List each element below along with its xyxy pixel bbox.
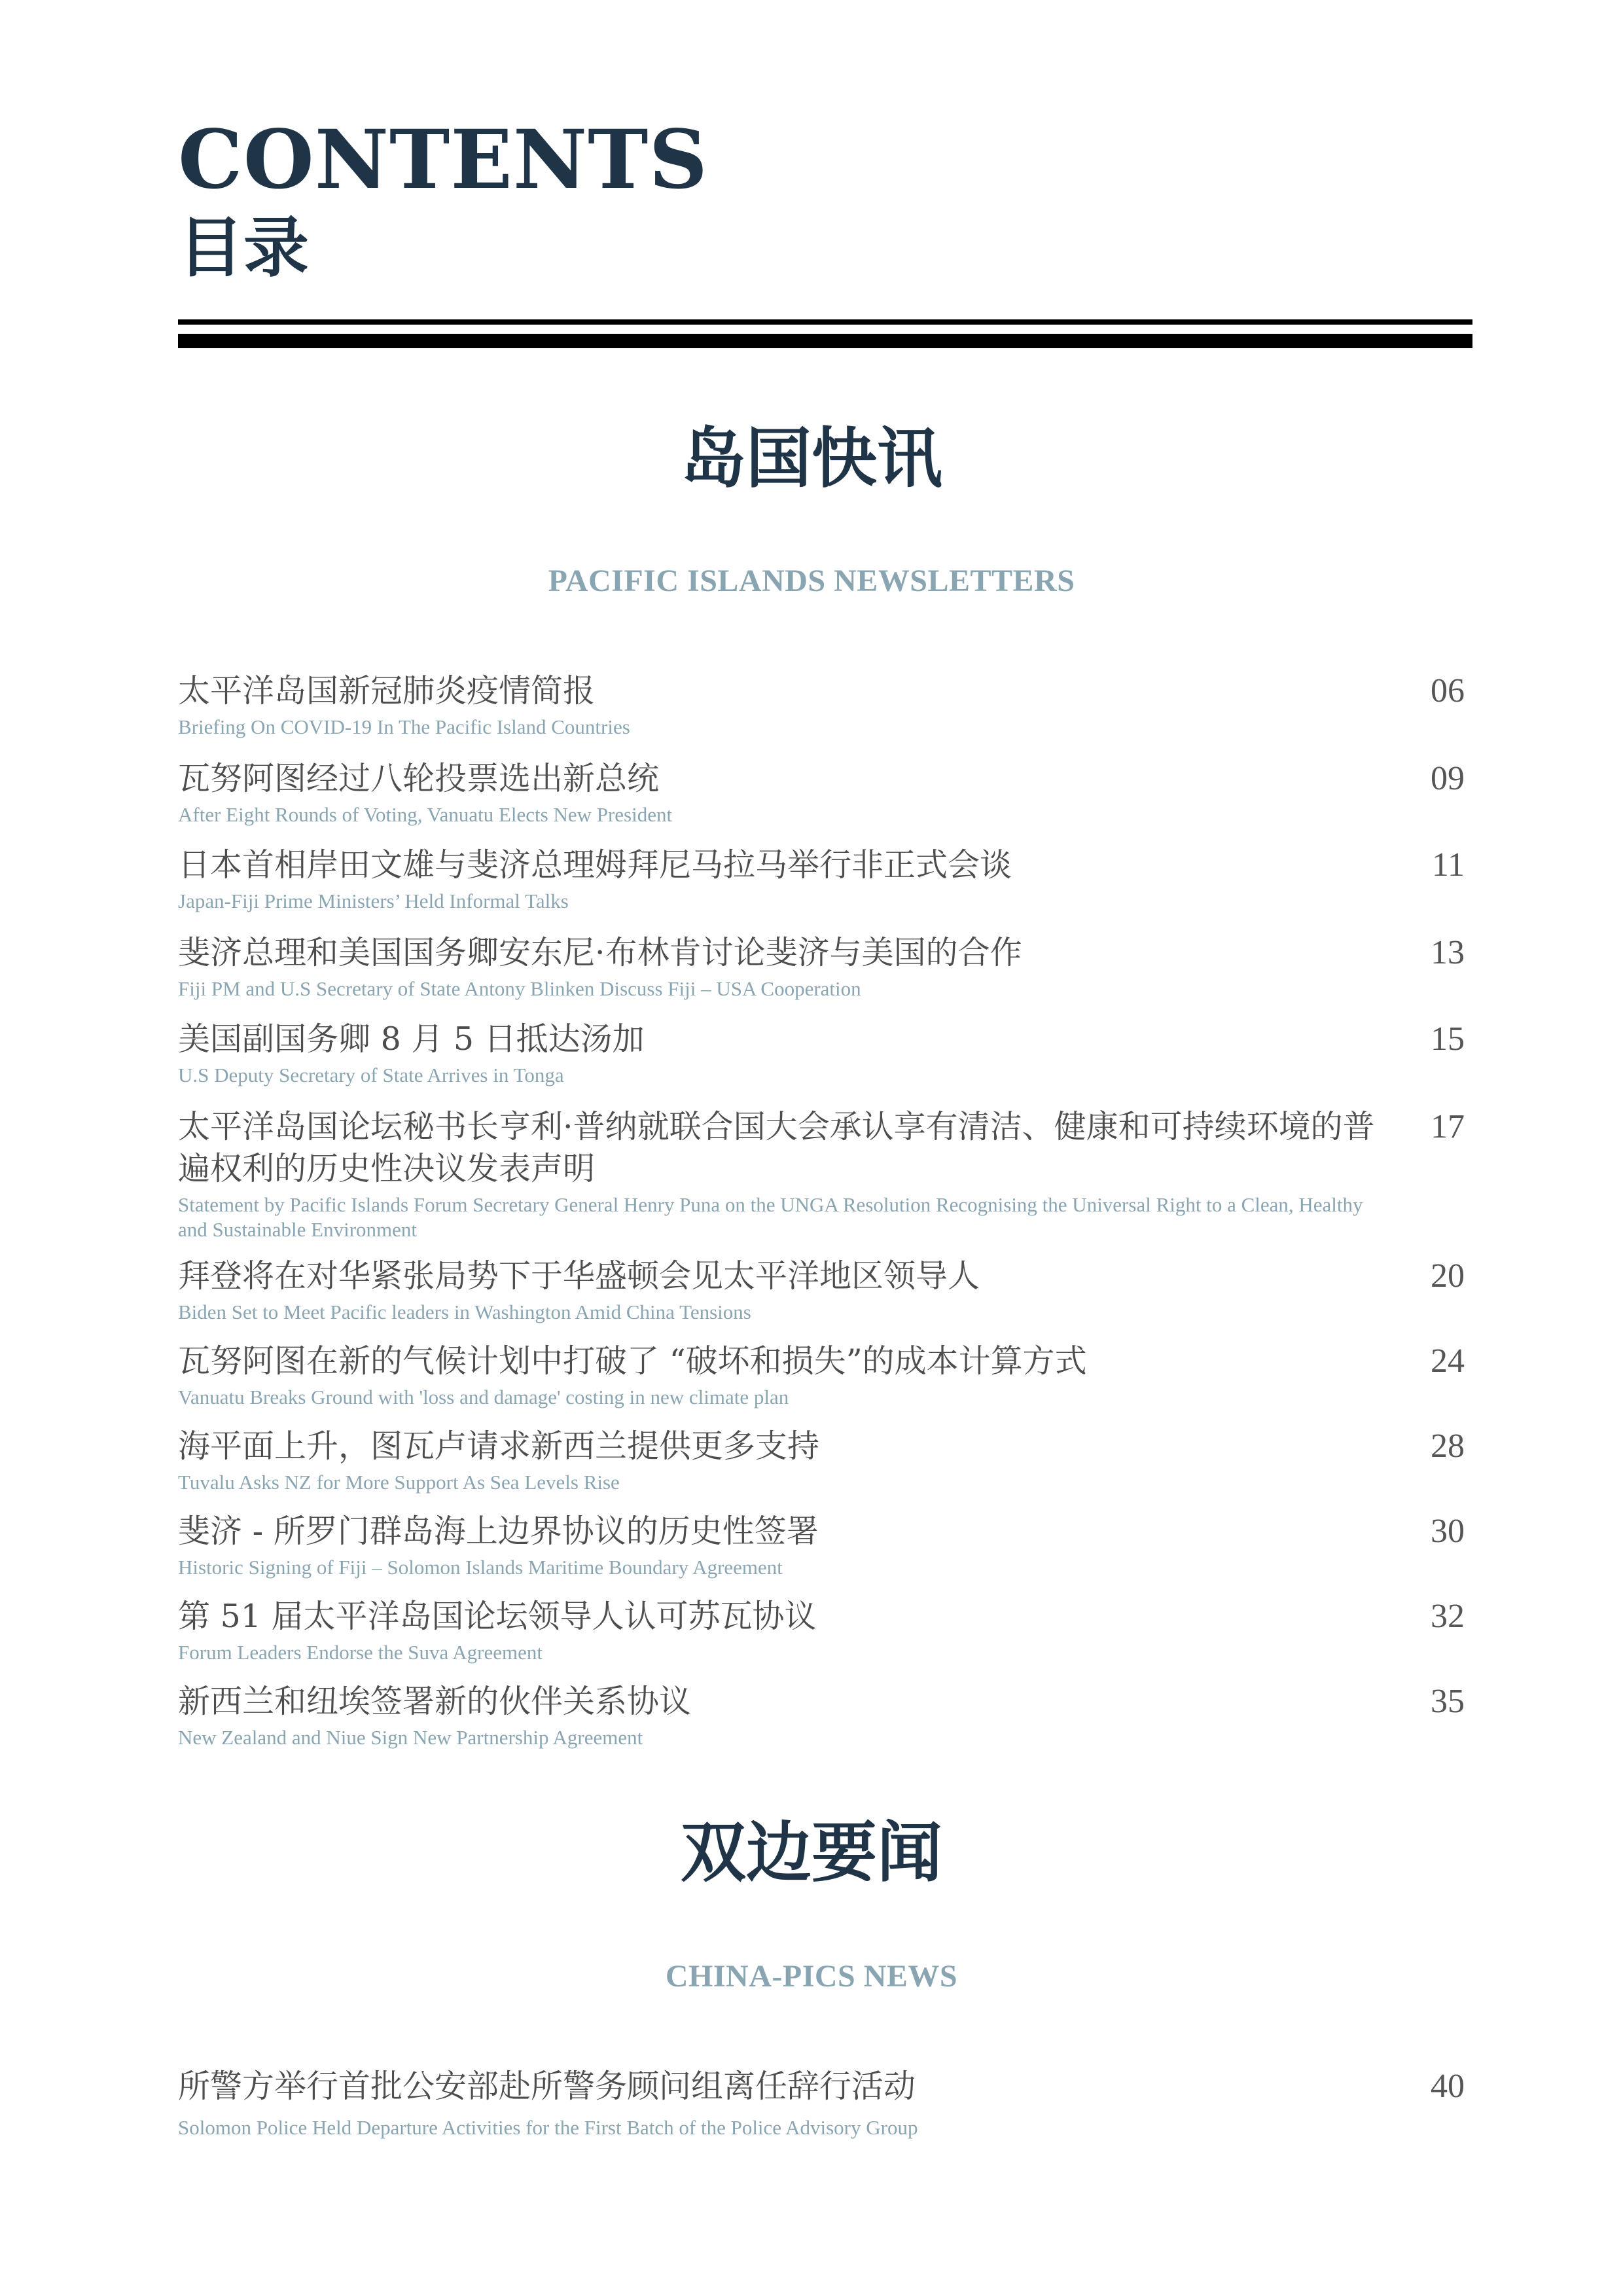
toc-entry[interactable] — [178, 758, 1472, 827]
toc-entry-page-number: 28 — [1431, 1427, 1465, 1465]
toc-entry[interactable] — [178, 844, 1472, 914]
toc-entry-title-zh: 海平面上升，图瓦卢请求新西兰提供更多支持 — [178, 1427, 820, 1465]
toc-entry[interactable] — [178, 1596, 1472, 1665]
toc-entry[interactable] — [178, 1340, 1472, 1410]
toc-entry-title-zh: 斐济总理和美国国务卿安东尼·布林肯讨论斐济与美国的合作 — [178, 934, 1022, 971]
toc-entry-title-en: Briefing On COVID-19 In The Pacific Island Countries — [178, 715, 630, 738]
toc-entry-page-number: 09 — [1431, 760, 1465, 797]
toc-entry-page-number: 32 — [1431, 1598, 1465, 1635]
header-divider-thick — [178, 334, 1472, 348]
toc-entry-title-zh: 日本首相岸田文雄与斐济总理姆拜尼马拉马举行非正式会谈 — [178, 846, 1012, 884]
toc-entry-page-number: 24 — [1431, 1342, 1465, 1380]
toc-entry-title-zh: 第 51 届太平洋岛国论坛领导人认可苏瓦协议 — [178, 1598, 817, 1635]
toc-entry-title-en: Vanuatu Breaks Ground with 'loss and damage' costing in new climate plan — [178, 1386, 789, 1408]
toc-entry-title-zh: 瓦努阿图经过八轮投票选出新总统 — [178, 760, 660, 797]
toc-entry-title-zh: 斐济 - 所罗门群岛海上边界协议的历史性签署 — [178, 1513, 819, 1550]
toc-entry-title-en: After Eight Rounds of Voting, Vanuatu Elects New President — [178, 803, 673, 826]
toc-entry-title-zh: 瓦努阿图在新的气候计划中打破了 “破坏和损失”的成本计算方式 — [178, 1342, 1087, 1380]
section-title-en: PACIFIC ISLANDS NEWSLETTERS — [548, 564, 1075, 598]
toc-entry-title-en: Tuvalu Asks NZ for More Support As Sea Levels Rise — [178, 1471, 620, 1494]
toc-entry-page-number: 13 — [1431, 934, 1465, 971]
toc-entry-title-en: Statement by Pacific Islands Forum Secretary General Henry Puna on the UNGA Resolution Recognising the Universal Right to a Clean, Healthy and Sustainable Environment — [178, 1193, 1363, 1241]
toc-entry-title-zh: 所警方举行首批公安部赴所警务顾问组离任辞行活动 — [178, 2068, 916, 2105]
toc-entry[interactable] — [178, 1426, 1472, 1495]
toc-entry-title-en: Historic Signing of Fiji – Solomon Islands Maritime Boundary Agreement — [178, 1556, 783, 1579]
toc-entry-title-en: Solomon Police Held Departure Activities for the First Batch of the Police Advisory Group — [178, 2116, 918, 2139]
toc-entry-page-number: 06 — [1431, 672, 1465, 709]
toc-entry-page-number: 15 — [1431, 1020, 1465, 1058]
section-title-en: CHINA-PICS NEWS — [665, 1959, 958, 1994]
toc-entry[interactable] — [178, 932, 1472, 1001]
contents-title-zh: 目录 — [178, 209, 309, 286]
toc-entry-page-number: 17 — [1431, 1108, 1465, 1145]
toc-entry[interactable] — [178, 1018, 1472, 1088]
toc-entry-page-number: 30 — [1431, 1513, 1465, 1550]
toc-entry[interactable] — [178, 1255, 1472, 1325]
header-divider-thin — [178, 319, 1472, 325]
toc-entry-page-number: 20 — [1431, 1257, 1465, 1295]
toc-entry-page-number: 35 — [1431, 1683, 1465, 1720]
toc-entry-title-zh: 美国副国务卿 8 月 5 日抵达汤加 — [178, 1020, 645, 1058]
contents-title-en: CONTENTS — [178, 113, 709, 207]
toc-entry-page-number: 11 — [1431, 846, 1465, 884]
toc-entry-title-zh: 太平洋岛国新冠肺炎疫情简报 — [178, 672, 596, 709]
section-title-zh: 岛国快讯 — [681, 420, 942, 497]
toc-entry-title-en: New Zealand and Niue Sign New Partnership Agreement — [178, 1726, 643, 1749]
toc-entry[interactable] — [178, 2066, 1472, 2140]
toc-entry-title-zh: 新西兰和纽埃签署新的伙伴关系协议 — [178, 1683, 692, 1720]
toc-entry[interactable] — [178, 1681, 1472, 1750]
toc-entry-title-en: Biden Set to Meet Pacific leaders in Washington Amid China Tensions — [178, 1300, 751, 1323]
toc-entry-title-zh: 太平洋岛国论坛秘书长亨利·普纳就联合国大会承认享有清洁、健康和可持续环境的普遍权利的历史性决议发表声明 — [178, 1108, 1375, 1187]
toc-entry-title-en: U.S Deputy Secretary of State Arrives in Tonga — [178, 1064, 564, 1086]
toc-entry-title-en: Fiji PM and U.S Secretary of State Antony Blinken Discuss Fiji – USA Cooperation — [178, 977, 861, 1000]
toc-entry-title-en: Forum Leaders Endorse the Suva Agreement — [178, 1641, 543, 1664]
toc-entry[interactable] — [178, 1106, 1472, 1242]
section-title-zh: 双边要闻 — [681, 1814, 942, 1891]
toc-entry-title-en: Japan-Fiji Prime Ministers’ Held Informal Talks — [178, 889, 569, 912]
toc-entry-title-zh: 拜登将在对华紧张局势下于华盛顿会见太平洋地区领导人 — [178, 1257, 980, 1295]
toc-entry-page-number: 40 — [1431, 2068, 1465, 2105]
toc-entry[interactable] — [178, 670, 1472, 740]
toc-entry[interactable] — [178, 1511, 1472, 1580]
